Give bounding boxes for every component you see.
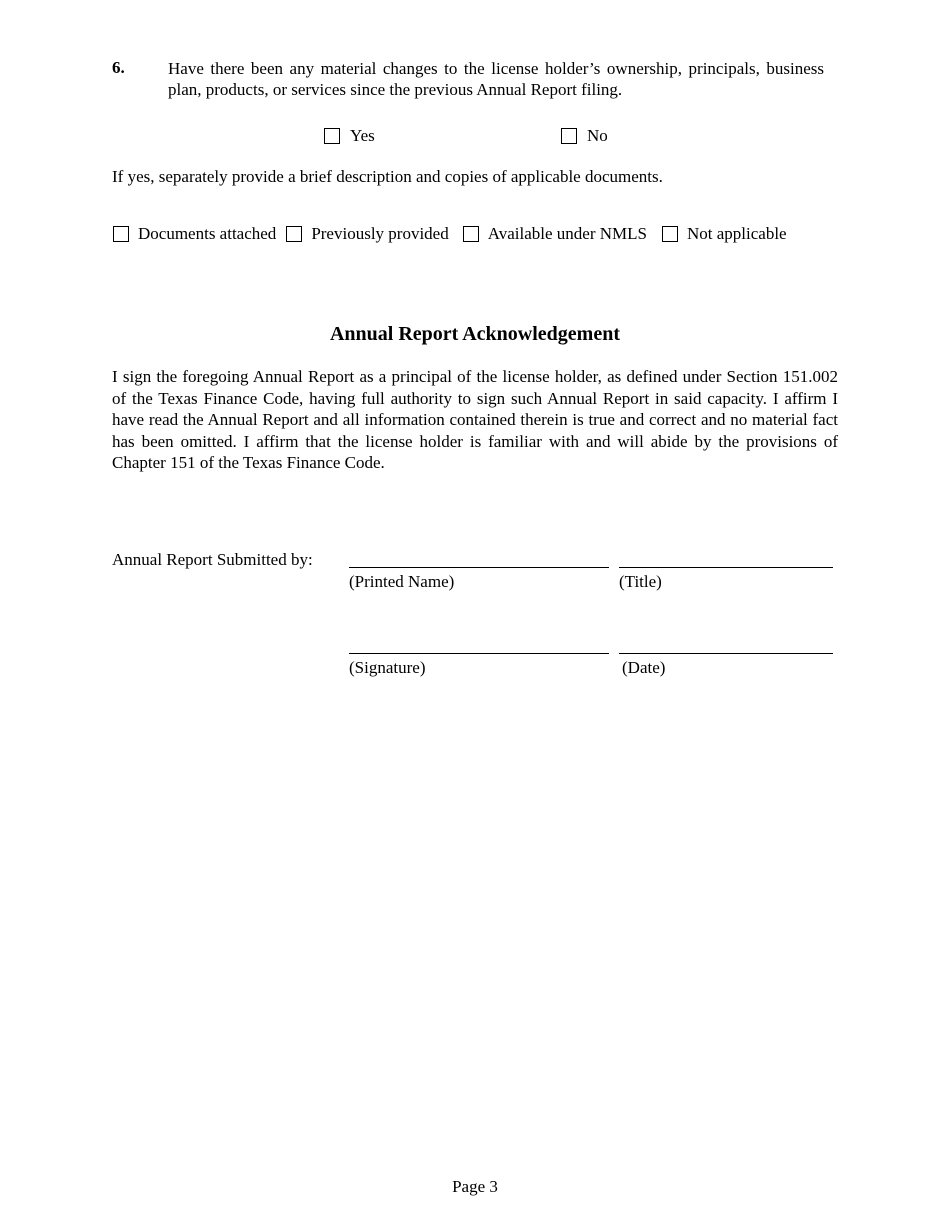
yes-option[interactable] <box>324 126 375 146</box>
no-checkbox[interactable] <box>561 128 577 144</box>
no-option[interactable] <box>561 126 608 146</box>
acknowledgement-body: I sign the foregoing Annual Report as a principal of the license holder, as defined under Section 151.002 of the Texas Finance Code, having full authority to sign such Annual Report in said capacity. I affirm I have read the Annual Report and all information contained therein is true and correct and no material fact has been omitted. I affirm that the license holder is familiar with and will abide by the provisions of Chapter 151 of the Texas Finance Code. <box>112 367 838 472</box>
submitted-by-label: Annual Report Submitted by: <box>112 550 313 569</box>
previously-provided-label: Previously provided <box>311 224 449 243</box>
title-caption: (Title) <box>619 572 662 591</box>
not-applicable-checkbox[interactable] <box>662 226 678 242</box>
page-number: Page 3 <box>452 1177 498 1196</box>
no-label: No <box>587 126 608 145</box>
document-status-options <box>113 224 787 244</box>
documents-attached-label: Documents attached <box>138 224 277 243</box>
previously-provided-checkbox[interactable] <box>286 226 302 242</box>
date-field[interactable] <box>619 653 833 654</box>
not-applicable-option[interactable] <box>662 224 787 244</box>
available-under-nmls-checkbox[interactable] <box>463 226 479 242</box>
yes-checkbox[interactable] <box>324 128 340 144</box>
documents-attached-option[interactable] <box>113 224 276 244</box>
if-yes-instruction: If yes, separately provide a brief description and copies of applicable documents. <box>112 167 663 186</box>
signature-caption: (Signature) <box>349 658 426 677</box>
available-under-nmls-option[interactable] <box>463 224 647 244</box>
documents-attached-checkbox[interactable] <box>113 226 129 242</box>
question-number: 6. <box>112 58 125 77</box>
question-text: Have there been any material changes to the license holder’s ownership, principals, business plan, products, or services since the previous Annual Report filing. <box>168 59 824 99</box>
previously-provided-option[interactable] <box>286 224 448 244</box>
title-field[interactable] <box>619 567 833 568</box>
available-under-nmls-label: Available under NMLS <box>487 224 647 243</box>
printed-name-field[interactable] <box>349 567 609 568</box>
acknowledgement-heading: Annual Report Acknowledgement <box>329 323 620 345</box>
printed-name-caption: (Printed Name) <box>349 572 455 591</box>
date-caption: (Date) <box>622 658 666 677</box>
signature-field[interactable] <box>349 653 609 654</box>
yes-label: Yes <box>350 126 375 145</box>
not-applicable-label: Not applicable <box>686 224 787 243</box>
